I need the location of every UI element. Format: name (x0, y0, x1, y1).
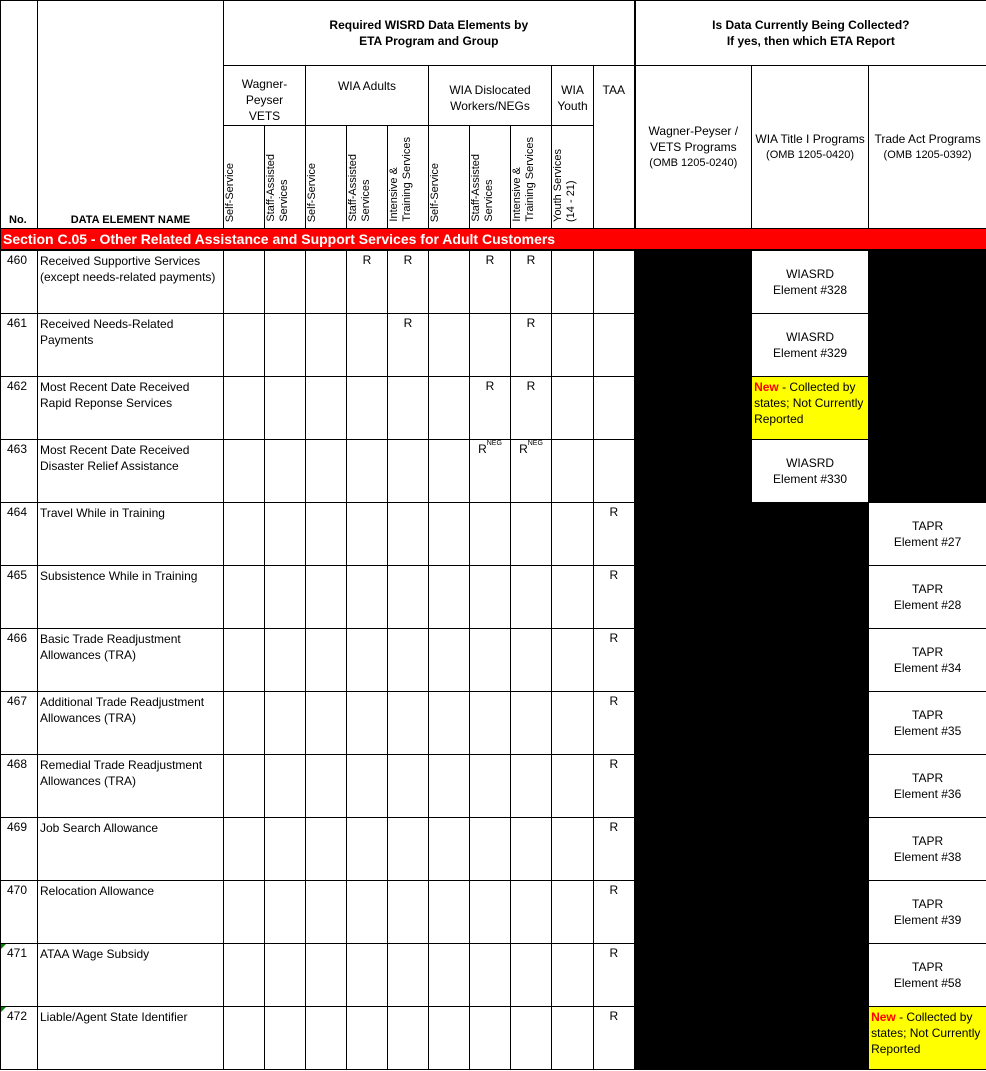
element-number: 461 (1, 313, 38, 376)
report-wia-title-i: WIA Title I Programs (OMB 1205-0420) (752, 66, 869, 229)
blocked-cell (635, 502, 869, 1069)
element-number: 463 (1, 439, 38, 502)
subheader-adults-intensive-training: Intensive & Training Services (388, 126, 429, 229)
requirement-mark: R (594, 691, 635, 754)
element-name: Most Recent Date Received Rapid Reponse Services (38, 376, 224, 439)
requirement-mark: R (388, 250, 429, 313)
subheader-dw-intensive-training: Intensive & Training Services (511, 126, 552, 229)
group-wia-dislocated-workers: WIA Dislocated Workers/NEGs (429, 66, 552, 126)
wia-report-cell: WIASRD Element #330 (752, 439, 869, 502)
table-row (1, 376, 986, 439)
element-name: Received Supportive Services (except needs-related payments) (38, 250, 224, 313)
requirement-mark: R (470, 250, 511, 313)
section-title: Section C.05 - Other Related Assistance and Support Services for Adult Customers (1, 229, 986, 251)
trade-report-cell: TAPR Element #36 (869, 754, 986, 817)
trade-report-cell: TAPR Element #28 (869, 565, 986, 628)
trade-report-cell: TAPR Element #27 (869, 502, 986, 565)
wia-report-cell: WIASRD Element #328 (752, 250, 869, 313)
trade-report-cell: TAPR Element #34 (869, 628, 986, 691)
element-number: 469 (1, 817, 38, 880)
trade-report-cell: TAPR Element #39 (869, 880, 986, 943)
requirement-mark: R (594, 565, 635, 628)
element-number: 472 (1, 1006, 38, 1069)
element-number: 467 (1, 691, 38, 754)
element-number: 460 (1, 250, 38, 313)
group-wagner-peyser-vets: Wagner- Peyser VETS (224, 66, 306, 126)
requirement-mark: R (594, 754, 635, 817)
subheader-wp-self-service: Self-Service (224, 126, 265, 229)
requirement-mark: R (347, 250, 388, 313)
element-name: Basic Trade Readjustment Allowances (TRA) (38, 628, 224, 691)
blocked-cell (635, 250, 752, 502)
requirement-mark: R (511, 250, 552, 313)
element-number: 470 (1, 880, 38, 943)
element-name: ATAA Wage Subsidy (38, 943, 224, 1006)
requirement-mark: R (388, 313, 429, 376)
requirement-mark: R (470, 376, 511, 439)
column-header-data-element-name: DATA ELEMENT NAME (38, 1, 224, 229)
subheader-wp-staff-assisted: Staff-Assisted Services (265, 126, 306, 229)
requirement-mark: R (594, 502, 635, 565)
blocked-cell (869, 250, 986, 502)
requirement-mark: R (594, 817, 635, 880)
element-number: 464 (1, 502, 38, 565)
trade-report-cell-new: New - Collected by states; Not Currently Reported (869, 1006, 986, 1069)
collection-status-header: Is Data Currently Being Collected? If yes, then which ETA Report (635, 1, 986, 66)
element-name: Remedial Trade Readjustment Allowances (TRA) (38, 754, 224, 817)
element-number: 471 (1, 943, 38, 1006)
requirement-mark: R (511, 376, 552, 439)
element-name: Most Recent Date Received Disaster Relief Assistance (38, 439, 224, 502)
report-trade-act: Trade Act Programs (OMB 1205-0392) (869, 66, 986, 229)
table-row (1, 502, 986, 565)
element-name: Job Search Allowance (38, 817, 224, 880)
table-row (1, 439, 986, 502)
element-number: 468 (1, 754, 38, 817)
wia-report-cell-new: New - Collected by states; Not Currently Reported (752, 376, 869, 439)
element-name: Subsistence While in Training (38, 565, 224, 628)
requirement-mark: $R^{NEG}$ (470, 439, 511, 502)
subheader-dw-staff-assisted: Staff-Assisted Services (470, 126, 511, 229)
element-name: Received Needs-Related Payments (38, 313, 224, 376)
table-row (1, 313, 986, 376)
element-name: Travel While in Training (38, 502, 224, 565)
report-wagner-peyser: Wagner-Peyser / VETS Programs (OMB 1205-0240) (635, 66, 752, 229)
group-taa: TAA (594, 66, 635, 229)
group-wia-youth: WIA Youth (552, 66, 594, 126)
element-name: Additional Trade Readjustment Allowances (TRA) (38, 691, 224, 754)
requirement-mark: R (594, 1006, 635, 1069)
requirement-mark: R (594, 628, 635, 691)
trade-report-cell: TAPR Element #35 (869, 691, 986, 754)
element-number: 465 (1, 565, 38, 628)
column-header-no: No. (1, 1, 38, 229)
requirement-mark: R (511, 313, 552, 376)
element-name: Relocation Allowance (38, 880, 224, 943)
requirement-mark: R (594, 943, 635, 1006)
element-name: Liable/Agent State Identifier (38, 1006, 224, 1069)
subheader-adults-self-service: Self-Service (306, 126, 347, 229)
required-elements-header: Required WISRD Data Elements by ETA Program and Group (224, 1, 635, 66)
table-row (1, 250, 986, 313)
subheader-adults-staff-assisted: Staff-Assisted Services (347, 126, 388, 229)
element-number: 462 (1, 376, 38, 439)
trade-report-cell: TAPR Element #58 (869, 943, 986, 1006)
wia-report-cell: WIASRD Element #329 (752, 313, 869, 376)
element-number: 466 (1, 628, 38, 691)
requirement-mark: R (594, 880, 635, 943)
subheader-youth-services: Youth Services (14 - 21) (552, 126, 594, 229)
trade-report-cell: TAPR Element #38 (869, 817, 986, 880)
subheader-dw-self-service: Self-Service (429, 126, 470, 229)
requirement-mark: $R^{NEG}$ (511, 439, 552, 502)
group-wia-adults: WIA Adults (306, 66, 429, 126)
